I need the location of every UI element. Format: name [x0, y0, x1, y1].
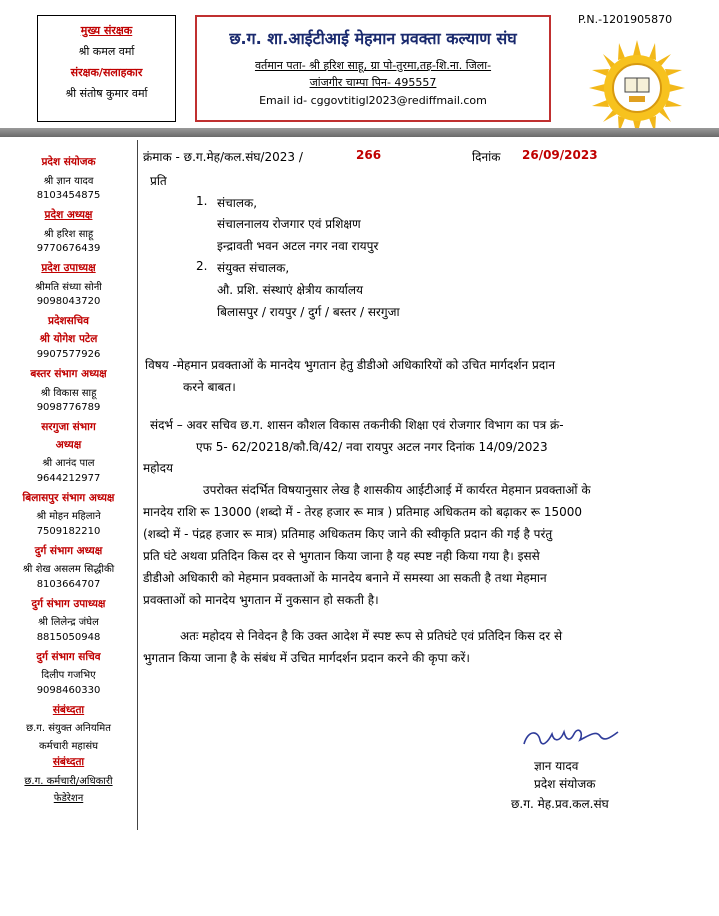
- para2-line2: भुगतान किया जाना है के संबंध में उचित मार्गदर्शन प्रदान करने की कृपा करें।: [143, 651, 470, 665]
- signature: [518, 712, 624, 754]
- sidebar-entry: संबंध्दता: [52, 703, 85, 716]
- sidebar-entry: कर्मचारी महासंघ: [38, 740, 98, 752]
- sidebar-entry: सरगुजा संभाग: [41, 421, 96, 433]
- sidebar-entry: श्री हरिश साहू: [43, 228, 94, 240]
- sidebar-entry: छ.ग. संयुक्त अनियमित: [26, 723, 111, 734]
- recipient1-number: 1.: [196, 194, 208, 208]
- sidebar-entry: 9907577926: [36, 349, 101, 360]
- para1-line1: उपरोक्त संदर्भित विषयानुसार लेख है शासकीय आईटीआई में कार्यरत मेहमान प्रवक्ताओं के: [203, 483, 591, 497]
- sidebar-entry: श्री शेख असलम सिद्धीकी: [22, 564, 115, 575]
- sidebar-entry: प्रदेश उपाध्यक्ष: [41, 262, 96, 274]
- sidebar-entry: 8815050948: [36, 631, 101, 643]
- sidebar-entry: श्री मोहन महिलाने: [36, 511, 101, 522]
- address-line1: वर्तमान पता- श्री हरिश साहू, ग्रा पो-तुरमा,तह-शि.ना. जिला-: [254, 59, 492, 72]
- sidebar-entry: बिलासपुर संभाग अध्यक्ष: [22, 491, 115, 504]
- sidebar-entry: श्रीमति संध्या सोनी: [35, 281, 102, 293]
- sidebar-entry: श्री ज्ञान यादव: [43, 175, 94, 187]
- reference-line2: एफ 5- 62/20218/कौ.वि/42/ नवा रायपुर अटल नगर दिनांक 14/09/2023: [196, 440, 548, 454]
- sign-designation: प्रदेश संयोजक: [534, 777, 596, 791]
- reference-line1: संदर्भ – अवर सचिव छ.ग. शासन कौशल विकास तकनीकी शिक्षा एवं रोजगार विभाग का पत्र क्रं-: [150, 418, 564, 432]
- sidebar-entry: श्री विकास साहू: [40, 387, 97, 399]
- pn-number: P.N.-1201905870: [578, 13, 673, 26]
- advisor-name: श्री संतोष कुमार वर्मा: [65, 87, 148, 100]
- sidebar-entry: 9770676439: [36, 243, 101, 254]
- ref-label: क्रंमाक - छ.ग.मेह/कल.संघ/2023 /: [143, 150, 303, 164]
- subject-line1: विषय -मेहमान प्रवक्ताओं के मानदेय भुगतान हेतु डीडीओ अधिकारियों को उचित मार्गदर्शन प्रदान: [145, 358, 555, 372]
- address-line2: जांजगीर चाम्पा पिन- 495557: [309, 76, 437, 89]
- sidebar-entry: श्री आनंद पाल: [42, 458, 95, 469]
- advisor-heading: संरक्षक/सलाहकार: [70, 66, 143, 79]
- sidebar-entry: अध्यक्ष: [55, 438, 82, 451]
- sidebar-entry: दिलीप गजभिए: [41, 670, 96, 681]
- sidebar-entry: 9098776789: [36, 402, 101, 413]
- sidebar-entry: प्रदेश अध्यक्ष: [44, 209, 93, 221]
- sidebar-entry: 8103454875: [36, 190, 101, 201]
- para1-line6: प्रवक्ताओं को मानदेय भुगतान में नुकसान हो सकती है।: [143, 593, 379, 607]
- recipient2-line2: औ. प्रशि. संस्थाएं क्षेत्रीय कार्यालय: [217, 283, 363, 297]
- email: Email id- cggovtitigl2023@rediffmail.com: [259, 94, 487, 107]
- sidebar-entry: फेडेरेशन: [53, 793, 84, 804]
- sidebar-entry: बस्तर संभाग अध्यक्ष: [30, 368, 107, 380]
- salutation: महोदय: [143, 461, 173, 475]
- sidebar-entry: 9098043720: [36, 296, 101, 307]
- sidebar-entry: छ.ग. कर्मचारी/अधिकारी: [24, 775, 113, 787]
- para2-line1: अतः महोदय से निवेदन है कि उक्त आदेश में स्पष्ट रूप से प्रतिघंटे एवं प्रतिदिन किस दर से: [180, 629, 563, 643]
- sign-name: ज्ञान यादव: [534, 759, 579, 773]
- recipient1-line2: संचालनालय रोजगार एवं प्रशिक्षण: [217, 217, 361, 231]
- para1-line3: (शब्दो में - पंद्रह हजार रू मात्र) प्रतिमाह अधिकतम किए जाने की स्वीकृति प्रदान की गई है परंतु: [143, 527, 553, 541]
- subject-line2: करने बाबत।: [183, 380, 236, 394]
- sidebar-entry: दुर्ग संभाग सचिव: [36, 650, 101, 663]
- recipient2-line3: बिलासपुर / रायपुर / दुर्ग / बस्तर / सरगुजा: [217, 305, 400, 319]
- sidebar-entry: दुर्ग संभाग उपाध्यक्ष: [31, 597, 106, 610]
- sidebar-entry: श्री योगेश पटेल: [39, 332, 98, 345]
- sidebar-entry: 9644212977: [36, 472, 101, 484]
- sidebar-entry: प्रदेश संयोजक: [41, 156, 96, 168]
- sidebar-entry: 9098460330: [36, 684, 101, 696]
- sidebar-entry: संबंध्दता: [52, 756, 85, 768]
- ref-number: 266: [356, 148, 382, 162]
- sidebar-entry: दुर्ग संभाग अध्यक्ष: [34, 544, 103, 557]
- prati: प्रति: [150, 174, 167, 188]
- letter-date: 26/09/2023: [522, 148, 598, 162]
- patron-name: श्री कमल वर्मा: [78, 45, 135, 58]
- patron-heading: मुख्य संरक्षक: [80, 24, 133, 37]
- para1-line2: मानदेय राशि रू 13000 (शब्दो में - तेरह हजार रू मात्र ) प्रतिमाह अधिकतम को बढ़ाकर रू 15000: [143, 505, 583, 519]
- recipient2-line1: संयुक्त संचालक,: [217, 261, 290, 275]
- sidebar-entry: 8103664707: [36, 578, 101, 590]
- para1-line5: डीडीओ अधिकारी को मेहमान प्रवक्ताओं के मानदेय बनाने में समस्या आ सकती है तथा मेहमान: [143, 571, 547, 585]
- recipient2-number: 2.: [196, 259, 208, 273]
- sidebar-entry: प्रदेशसचिव: [47, 315, 89, 327]
- sidebar-entry: श्री लिलेन्द्र जंघेल: [38, 617, 99, 628]
- sidebar-entry: 7509182210: [36, 525, 101, 537]
- org-title: छ.ग. शा.आईटीआई मेहमान प्रवक्ता कल्याण संघ: [229, 29, 517, 48]
- para1-line4: प्रति घंटे अथवा प्रतिदिन किस दर से भुगतान किया जाना है यह स्पष्ट नही किया गया है। इससे: [143, 549, 540, 563]
- recipient1-line3: इन्द्रावती भवन अटल नगर नवा रायपुर: [217, 239, 379, 253]
- date-label: दिनांक: [472, 150, 501, 164]
- sign-organisation: छ.ग. मेह.प्रव.कल.संघ: [511, 797, 609, 811]
- recipient1-line1: संचालक,: [217, 196, 258, 210]
